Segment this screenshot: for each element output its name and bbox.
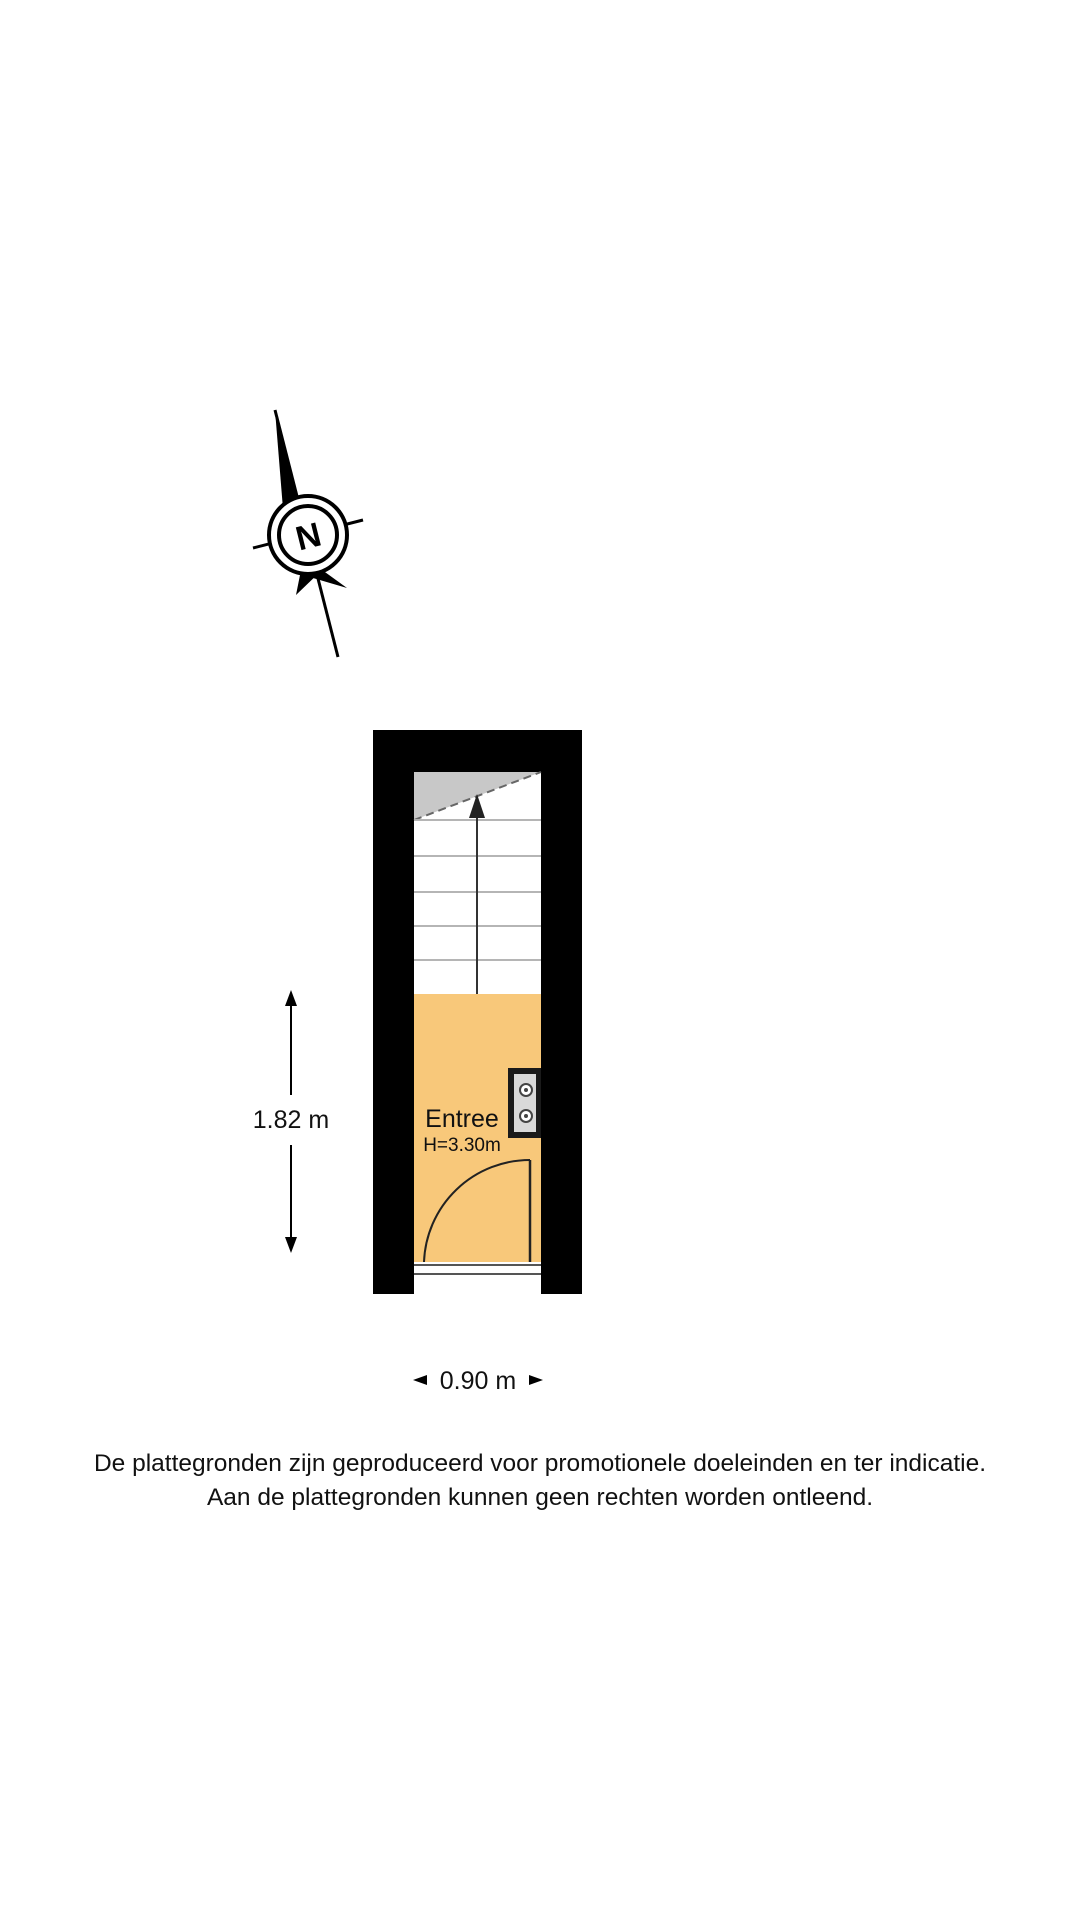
disclaimer-line-2: Aan de plattegronden kunnen geen rechten worden ontleend. — [206, 1484, 874, 1511]
meter-dial-dot — [524, 1114, 528, 1118]
horizontal-dimension-label: 0.90 m — [439, 1367, 517, 1395]
horizontal-dimension — [413, 1367, 543, 1395]
vertical-dimension-label: 1.82 m — [252, 1106, 330, 1134]
dimension-arrow-left-icon — [413, 1375, 427, 1385]
entrance-opening — [414, 1262, 541, 1294]
vertical-dimension — [253, 990, 329, 1253]
dimension-arrow-up-icon — [285, 990, 297, 1006]
compass-north-label: N — [291, 515, 325, 559]
compass-north-pointer — [275, 410, 298, 509]
room-height-label: H=3.30m — [423, 1135, 501, 1156]
room-name-label: Entree — [425, 1105, 499, 1133]
meter-cabinet-inner — [514, 1074, 536, 1132]
meter-dial-dot — [524, 1088, 528, 1092]
floor-plan — [373, 730, 582, 1294]
compass-rose-icon — [253, 410, 363, 657]
dimension-arrow-right-icon — [529, 1375, 543, 1385]
disclaimer-line-1: De plattegronden zijn geproduceerd voor promotionele doeleinden en ter indicatie. — [93, 1450, 987, 1477]
dimension-arrow-down-icon — [285, 1237, 297, 1253]
